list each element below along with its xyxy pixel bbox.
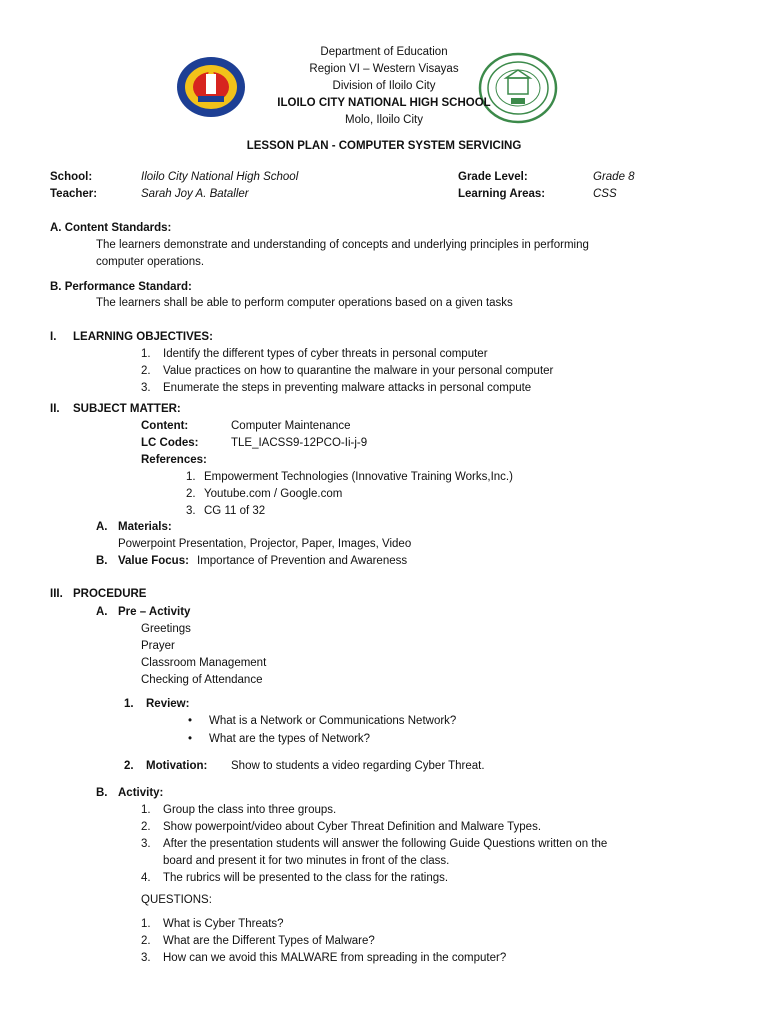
content-label: Content: xyxy=(141,420,189,432)
reference-item: Empowerment Technologies (Innovative Training Works,Inc.) xyxy=(204,471,513,483)
bullet-icon: • xyxy=(188,715,193,727)
lesson-plan-title: LESSON PLAN - COMPUTER SYSTEM SERVICING xyxy=(246,140,522,152)
activity-label: Activity: xyxy=(118,787,164,799)
pre-activity-label: Pre – Activity xyxy=(118,606,191,618)
motivation-num: 2. xyxy=(124,760,134,772)
learning-areas-label: Learning Areas: xyxy=(458,188,546,200)
review-label: Review: xyxy=(146,698,190,710)
learning-areas-value: CSS xyxy=(593,188,617,200)
content-standards-heading: A. Content Standards: xyxy=(50,222,172,234)
reference-num: 1. xyxy=(186,471,196,483)
materials-text: Powerpoint Presentation, Projector, Paper, Images, Video xyxy=(118,538,412,550)
activity-num: 2. xyxy=(141,821,151,833)
header-location: Molo, Iloilo City xyxy=(345,114,423,126)
activity-item: Show powerpoint/video about Cyber Threat Definition and Malware Types. xyxy=(163,821,542,833)
reference-num: 2. xyxy=(186,488,196,500)
motivation-label: Motivation: xyxy=(146,760,208,772)
lc-codes-value: TLE_IACSS9-12PCO-Ii-j-9 xyxy=(231,437,368,449)
review-item: What are the types of Network? xyxy=(209,733,371,745)
activity-num: 3. xyxy=(141,838,151,850)
motivation-text: Show to students a video regarding Cyber Threat. xyxy=(231,760,485,772)
content-value: Computer Maintenance xyxy=(231,420,351,432)
materials-label: Materials: xyxy=(118,521,172,533)
activity-item: The rubrics will be presented to the class for the ratings. xyxy=(163,872,449,884)
question-num: 2. xyxy=(141,935,151,947)
activity-item-cont: board and present it for two minutes in front of the class. xyxy=(163,855,450,867)
header-division: Division of Iloilo City xyxy=(332,80,436,92)
review-num: 1. xyxy=(124,698,134,710)
lc-codes-label: LC Codes: xyxy=(141,437,199,449)
objective-num: 3. xyxy=(141,382,151,394)
references-label: References: xyxy=(141,454,207,466)
teacher-value: Sarah Joy A. Bataller xyxy=(141,188,249,200)
performance-standard-heading: B. Performance Standard: xyxy=(50,281,192,293)
pre-activity-item: Prayer xyxy=(141,640,175,652)
pre-activity-item: Greetings xyxy=(141,623,191,635)
value-focus-letter: B. xyxy=(96,555,108,567)
procedure-heading: PROCEDURE xyxy=(73,588,147,600)
value-focus-text: Importance of Prevention and Awareness xyxy=(197,555,408,567)
activity-letter: B. xyxy=(96,787,108,799)
activity-item: After the presentation students will answer the following Guide Questions written on the xyxy=(163,838,608,850)
subject-matter-heading: SUBJECT MATTER: xyxy=(73,403,181,415)
school-label: School: xyxy=(50,171,93,183)
questions-label: QUESTIONS: xyxy=(141,894,212,906)
reference-num: 3. xyxy=(186,505,196,517)
grade-level-value: Grade 8 xyxy=(593,171,635,183)
reference-item: Youtube.com / Google.com xyxy=(204,488,343,500)
objective-item: Enumerate the steps in preventing malware attacks in personal compute xyxy=(163,382,532,394)
objective-num: 2. xyxy=(141,365,151,377)
objectives-numeral: I. xyxy=(50,331,57,343)
activity-num: 4. xyxy=(141,872,151,884)
materials-letter: A. xyxy=(96,521,108,533)
objective-item: Value practices on how to quarantine the malware in your personal computer xyxy=(163,365,554,377)
activity-num: 1. xyxy=(141,804,151,816)
reference-item: CG 11 of 32 xyxy=(204,505,266,517)
header-school: ILOILO CITY NATIONAL HIGH SCHOOL xyxy=(277,97,491,109)
header-department: Department of Education xyxy=(320,46,448,58)
question-item: How can we avoid this MALWARE from spreading in the computer? xyxy=(163,952,507,964)
value-focus-label: Value Focus: xyxy=(118,555,189,567)
content-standards-text: The learners demonstrate and understanding of concepts and underlying principles in performing xyxy=(96,239,589,251)
subject-matter-numeral: II. xyxy=(50,403,60,415)
grade-level-label: Grade Level: xyxy=(458,171,528,183)
objective-num: 1. xyxy=(141,348,151,360)
objectives-heading: LEARNING OBJECTIVES: xyxy=(73,331,213,343)
header-region: Region VI – Western Visayas xyxy=(309,63,459,75)
activity-item: Group the class into three groups. xyxy=(163,804,337,816)
pre-activity-item: Checking of Attendance xyxy=(141,674,263,686)
teacher-label: Teacher: xyxy=(50,188,98,200)
bullet-icon: • xyxy=(188,733,193,745)
review-item: What is a Network or Communications Network? xyxy=(209,715,457,727)
procedure-numeral: III. xyxy=(50,588,63,600)
school-value: Iloilo City National High School xyxy=(141,171,299,183)
performance-standard-text: The learners shall be able to perform computer operations based on a given tasks xyxy=(96,297,513,309)
pre-activity-letter: A. xyxy=(96,606,108,618)
question-item: What is Cyber Threats? xyxy=(163,918,284,930)
question-num: 3. xyxy=(141,952,151,964)
question-item: What are the Different Types of Malware? xyxy=(163,935,375,947)
objective-item: Identify the different types of cyber threats in personal computer xyxy=(163,348,488,360)
content-standards-text-cont: computer operations. xyxy=(96,256,205,268)
question-num: 1. xyxy=(141,918,151,930)
pre-activity-item: Classroom Management xyxy=(141,657,267,669)
